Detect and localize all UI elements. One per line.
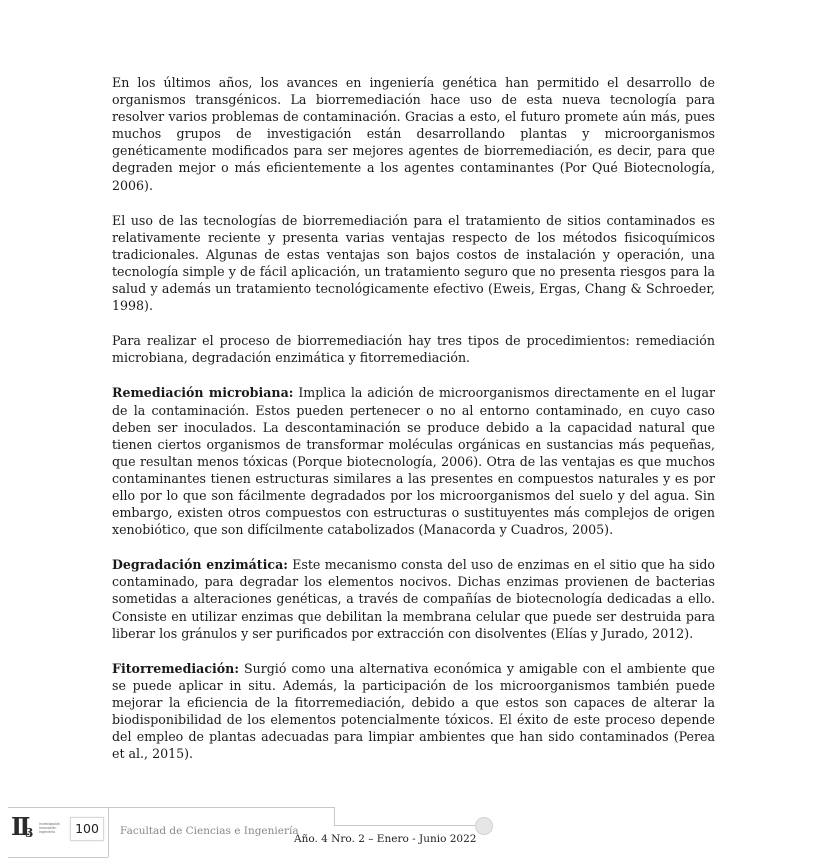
paragraph-3-text: Para realizar el proceso de biorremediación hay tres tipos de procedimientos: remediación microbiana, degradación enzimática y fitorremediación. bbox=[112, 333, 715, 366]
issue-info: Año. 4 Nro. 2 – Enero - Junio 2022 bbox=[294, 833, 477, 845]
footer-dot-ornament bbox=[475, 817, 493, 835]
footer-rule-step bbox=[334, 807, 335, 825]
footer-rule-right bbox=[334, 825, 476, 826]
footer-rule-vertical bbox=[108, 807, 109, 857]
logo-mark: II bbox=[11, 812, 28, 841]
journal-logo bbox=[11, 814, 71, 846]
paragraph-2 bbox=[112, 212, 715, 315]
paragraph-1 bbox=[112, 74, 715, 194]
phytoremediation-heading: Fitorremediación: bbox=[112, 660, 239, 676]
paragraph-microbial-remediation bbox=[112, 384, 715, 538]
page-footer bbox=[0, 800, 828, 867]
footer-rule-bottom bbox=[8, 857, 108, 858]
microbial-remediation-heading: Remediación microbiana: bbox=[112, 385, 294, 401]
enzymatic-degradation-heading: Degradación enzimática: bbox=[112, 557, 288, 573]
paragraph-2-text: El uso de las tecnologías de biorremediación para el tratamiento de sitios contaminados es relativamente reciente y presenta varias ventajas respecto de los métodos fisicoquímicos tradicionales. Algunas de estas ventajas son bajos costos de instalación y operación, una tecnología simple y de fácil aplicación, un tratamiento seguro que no presenta riesgos para la salud y además un tratamiento tecnológicamente efectivo (Eweis, Ergas, Chang & Schroeder, 1998). bbox=[112, 212, 715, 314]
enzymatic-degradation-text: Este mecanismo consta del uso de enzimas en el sitio que ha sido contaminado, para degradar los elementos nocivos. Dichas enzimas provienen de bacterias sometidas a alteraciones genéticas, a través de compañías de biotecnología dedicadas a ello. Consiste en utilizar enzimas que debilitan la membrana celular que puede ser destruida para liberar los gránulos y ser purificados por extracción con disolventes (Elías y Jurado, 2012). bbox=[112, 557, 716, 641]
logo-subscript: 3 bbox=[25, 826, 34, 840]
paragraph-1-text: En los últimos años, los avances en ingeniería genética han permitido el desarrollo de organismos transgénicos. La biorremediación hace uso de esta nueva tecnología para resolver varios problemas de contaminación. Gracias a esto, el futuro promete aún más, pues muchos grupos de investigación están desarrollando plantas y microorganismos genéticamente modificados para ser mejores agentes de biorremediación, es decir, para que degraden mejor o más eficientemente a los agentes contaminantes (Por Qué Biotecnología, 2006). bbox=[112, 75, 715, 193]
page-number: 100 bbox=[75, 821, 99, 836]
footer-rule-top bbox=[108, 807, 334, 808]
article-body bbox=[112, 74, 715, 780]
page-number-box bbox=[70, 817, 104, 841]
paragraph-3 bbox=[112, 332, 715, 366]
logo-tagline: Investigación Innovación Ingeniería bbox=[39, 822, 61, 834]
faculty-name: Facultad de Ciencias e Ingeniería bbox=[120, 825, 299, 837]
footer-rule-left bbox=[8, 807, 108, 808]
paragraph-phytoremediation bbox=[112, 660, 715, 763]
phytoremediation-text: Surgió como una alternativa económica y amigable con el ambiente que se puede aplicar in situ. Además, la participación de los microorganismos también puede mejorar la eficiencia de la fitorremediación, debido a que estos son capaces de alterar la biodisponibilidad de los elementos potencialmente tóxicos. El éxito de este proceso depende del empleo de plantas adecuadas para limpiar ambientes que han sido contaminados (Perea et al., 2015). bbox=[112, 660, 715, 762]
paragraph-enzymatic-degradation bbox=[112, 556, 715, 641]
microbial-remediation-text: Implica la adición de microorganismos directamente en el lugar de la contaminación. Estos pueden pertenecer o no al entorno contaminado, en cuyo caso deben ser inoculados. La descontaminación se produce debido a la capacidad natural que tienen ciertos organismos de transformar moléculas orgánicas en sustancias más pequeñas, que resultan menos tóxicas (Porque biotecnología, 2006). Otra de las ventajas es que muchos contaminantes tienen estructuras similares a las presentes en compuestos naturales y es por ello por lo que son fácilmente degradados por los microorganismos del suelo y del agua. Sin embargo, existen otros compuestos con estructuras o sustituyentes más complejos de origen xenobiótico, que son difícilmente catabolizados (Manacorda y Cuadros, 2005). bbox=[112, 385, 715, 538]
